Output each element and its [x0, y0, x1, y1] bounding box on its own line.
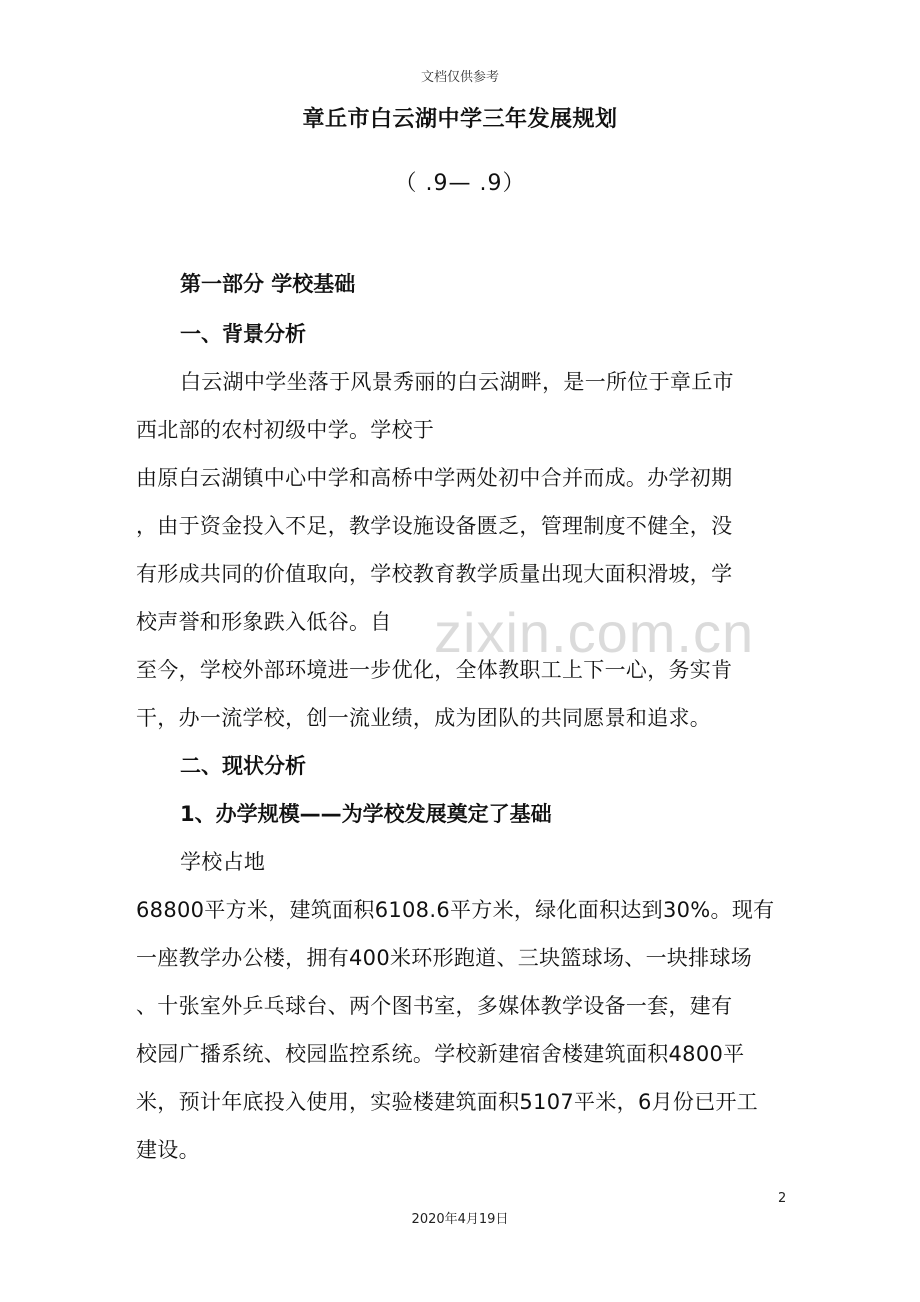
paragraph-line: 68800平方米，建筑面积6108.6平方米，绿化面积达到30%。现有 [136, 898, 775, 922]
section-heading-status: 二、现状分析 [180, 754, 306, 778]
document-title: 章丘市白云湖中学三年发展规划 [302, 107, 618, 132]
paragraph-line: 西北部的农村初级中学。学校于 [136, 418, 435, 442]
paragraph-line: 米，预计年底投入使用，实验楼建筑面积5107平米，6月份已开工 [136, 1090, 759, 1114]
paragraph-line: 、十张室外乒乓球台、两个图书室，多媒体教学设备一套，建有 [136, 994, 733, 1018]
paragraph-line: 学校占地 [180, 850, 266, 874]
paragraph-line: 由原白云湖镇中心中学和高桥中学两处初中合并而成。办学初期 [136, 466, 733, 490]
paragraph-line: 建设。 [136, 1138, 200, 1162]
paragraph-line: 校园广播系统、校园监控系统。学校新建宿舍楼建筑面积4800平 [136, 1042, 745, 1066]
section-heading-background: 一、背景分析 [180, 322, 306, 346]
paragraph-line: 至今，学校外部环境进一步优化，全体教职工上下一心，务实肯 [136, 658, 733, 682]
paragraph-line: 校声誉和形象跌入低谷。自 [136, 610, 392, 634]
paragraph-line: ，由于资金投入不足，教学设施设备匮乏，管理制度不健全，没 [136, 514, 733, 538]
part-heading: 第一部分 学校基础 [180, 272, 356, 296]
subsection-heading: 1、办学规模——为学校发展奠定了基础 [180, 802, 552, 826]
watermark: zixin.com.cn [434, 601, 755, 664]
page-number: 2 [778, 1191, 787, 1206]
paragraph-line: 有形成共同的价值取向，学校教育教学质量出现大面积滑坡，学 [136, 562, 733, 586]
page-header: 文档仅供参考 [420, 70, 499, 85]
paragraph-line: 白云湖中学坐落于风景秀丽的白云湖畔，是一所位于章丘市 [180, 370, 734, 394]
paragraph-line: 干，办一流学校，创一流业绩，成为团队的共同愿景和追求。 [136, 706, 712, 730]
footer-date: 2020年4月19日 [411, 1212, 509, 1227]
document-subtitle: （ .9— .9） [394, 171, 526, 196]
paragraph-line: 一座教学办公楼，拥有400米环形跑道、三块篮球场、一块排球场 [136, 946, 753, 970]
